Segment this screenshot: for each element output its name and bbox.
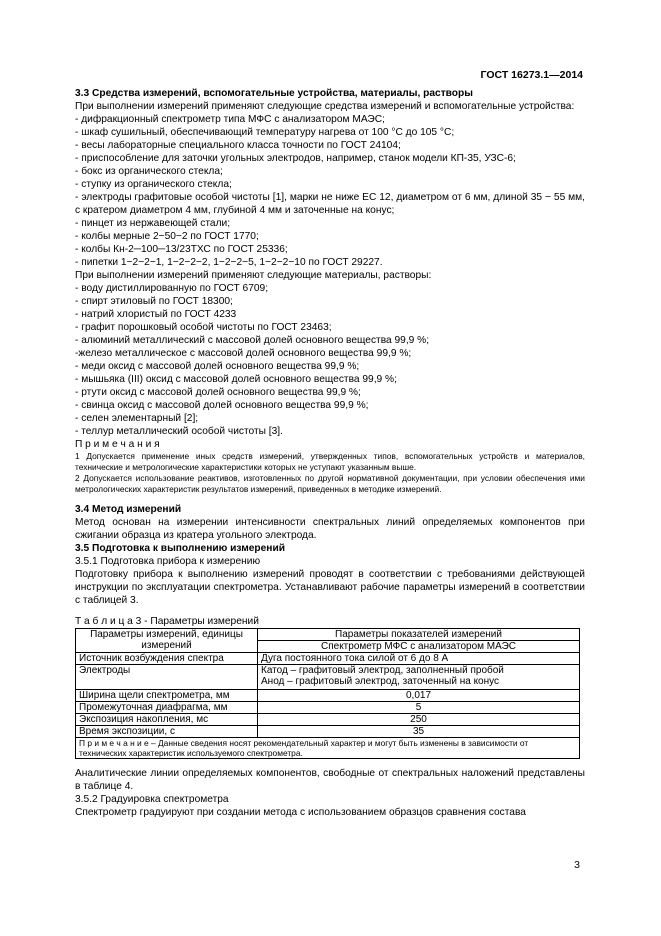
materials-intro: При выполнении измерений применяют следующие материалы, растворы: bbox=[75, 270, 432, 281]
table-cell: 5 bbox=[258, 702, 580, 714]
list-item: - колбы мерные 2−50−2 по ГОСТ 1770; bbox=[75, 231, 259, 242]
materials-list bbox=[75, 282, 585, 438]
table-cell: Источник возбуждения спектра bbox=[76, 653, 258, 665]
section-3-5-2-title: 3.5.2 Градуировка спектрометра bbox=[75, 794, 229, 805]
section-3-5-1-title: 3.5.1 Подготовка прибора к измерению bbox=[75, 556, 261, 567]
list-item: - меди оксид с массовой долей основного вещества 99,9 %; bbox=[75, 361, 360, 372]
table-cell bbox=[258, 665, 580, 690]
list-item: - спирт этиловый по ГОСТ 18300; bbox=[75, 296, 233, 307]
list-item: - весы лабораторные специального класса точности по ГОСТ 24104; bbox=[75, 140, 401, 151]
section-3-5-2-text: Спектрометр градуируют при создании метода с использованием образцов сравнения состава bbox=[75, 807, 526, 818]
table-cell: 250 bbox=[258, 714, 580, 726]
list-item: - натрий хлористый по ГОСТ 4233 bbox=[75, 309, 237, 320]
note-2: 2 Допускается использование реактивов, изготовленных по другой нормативной документации, при условии обеспечения ими метрологических характеристик результатов измерений, приведенных в методике измерений. bbox=[75, 473, 585, 494]
list-item: - электроды графитовые особой чистоты [1], марки не ниже ЕС 12, диаметром от 6 мм, длиной 35 − 55 мм, с кратером диаметром 4 мм, глубиной 4 мм и заточенные на конус; bbox=[75, 192, 585, 216]
note-1: 1 Допускается применение иных средств измерений, утвержденных типов, вспомогательных устройств и материалов, технические и метрологические характеристики которых не уступают указанным выше. bbox=[75, 451, 585, 472]
table-header-spectrometer: Спектрометр МФС с анализатором МАЭС bbox=[258, 641, 580, 653]
list-item: - мышьяка (III) оксид с массовой долей основного вещества 99,9 %; bbox=[75, 374, 397, 385]
table-row bbox=[76, 690, 580, 702]
parameters-table bbox=[75, 628, 580, 759]
notes-title: П р и м е ч а н и я bbox=[75, 439, 160, 450]
list-item: - бокс из органического стекла; bbox=[75, 166, 223, 177]
electrode-cathode: Катод – графитовый электрод, заполненный пробой bbox=[261, 665, 504, 676]
table-cell: Электроды bbox=[76, 665, 258, 690]
list-item: - пипетки 1−2−2−1, 1−2−2−2, 1−2−2−5, 1−2−2−10 по ГОСТ 29227. bbox=[75, 257, 383, 268]
document-header: ГОСТ 16273.1—2014 bbox=[480, 69, 583, 81]
list-item: - графит порошковый особой чистоты по ГОСТ 23463; bbox=[75, 322, 332, 333]
table-cell: Ширина щели спектрометра, мм bbox=[76, 690, 258, 702]
table-cell: Дуга постоянного тока силой от 6 до 8 А bbox=[258, 653, 580, 665]
table-note: П р и м е ч а н и е – Данные сведения носят рекомендательный характер и могут быть изменены в зависимости от технических характеристик используемого спектрометра. bbox=[76, 738, 580, 759]
table-cell: 35 bbox=[258, 726, 580, 738]
section-3-3-title: 3.3 Средства измерений, вспомогательные устройства, материалы, растворы bbox=[75, 88, 473, 99]
list-item: - теллур металлический особой чистоты [3]. bbox=[75, 426, 283, 437]
list-item: - ртути оксид с массовой долей основного вещества 99,9 %; bbox=[75, 387, 361, 398]
table-row bbox=[76, 702, 580, 714]
table-row bbox=[76, 665, 580, 690]
table-row bbox=[76, 726, 580, 738]
table-cell: Промежуточная диафрагма, мм bbox=[76, 702, 258, 714]
list-item: - свинца оксид с массовой долей основного вещества 99,9 %; bbox=[75, 400, 369, 411]
table-cell: Время экспозиции, с bbox=[76, 726, 258, 738]
page-number: 3 bbox=[574, 859, 580, 871]
after-table-text: Аналитические линии определяемых компонентов, свободные от спектральных наложений представлены в таблице 4. bbox=[75, 768, 585, 792]
table-header-values: Параметры показателей измерений bbox=[258, 629, 580, 641]
section-3-5-1-text: Подготовку прибора к выполнению измерений проводят в соответствии с требованиями действующей инструкции по эксплуатации спектрометра. Устанавливают рабочие параметры измерений в соответствии с таблицей 3. bbox=[75, 569, 585, 606]
electrode-anode: Анод – графитовый электрод, заточенный на конус bbox=[261, 676, 500, 687]
table-row bbox=[76, 714, 580, 726]
table-cell: Экспозиция накопления, мс bbox=[76, 714, 258, 726]
list-item: -железо металлическое с массовой долей основного вещества 99,9 %; bbox=[75, 348, 412, 359]
table-row bbox=[76, 653, 580, 665]
table-caption: Т а б л и ц а 3 - Параметры измерений bbox=[75, 616, 259, 627]
table-cell: 0,017 bbox=[258, 690, 580, 702]
list-item: - ступку из органического стекла; bbox=[75, 179, 232, 190]
list-item: - пинцет из нержавеющей стали; bbox=[75, 218, 231, 229]
section-3-4-title: 3.4 Метод измерений bbox=[75, 504, 182, 515]
list-item: - селен элементарный [2]; bbox=[75, 413, 199, 424]
section-3-4-text: Метод основан на измерении интенсивности спектральных линий определяемых компонентов при сжигании образца из кратера угольного электрода. bbox=[75, 517, 585, 541]
section-3-5-title: 3.5 Подготовка к выполнению измерений bbox=[75, 543, 285, 554]
list-item: - дифракционный спектрометр типа МФС с анализатором МАЭС; bbox=[75, 114, 385, 125]
list-item: - колбы Кн-2─100─13/23ТХС по ГОСТ 25336; bbox=[75, 244, 288, 255]
instruments-list bbox=[75, 113, 585, 269]
list-item: - алюминий металлический с массовой долей основного вещества 99,9 %; bbox=[75, 335, 430, 346]
list-item: - приспособление для заточки угольных электродов, например, станок модели КП-35, УЗС-6; bbox=[75, 153, 516, 164]
page-content bbox=[75, 87, 585, 819]
list-item: - шкаф сушильный, обеспечивающий температуру нагрева от 100 °С до 105 °С; bbox=[75, 127, 455, 138]
list-item: - воду дистиллированную по ГОСТ 6709; bbox=[75, 283, 269, 294]
section-3-3-intro: При выполнении измерений применяют следующие средства измерений и вспомогательные устройства: bbox=[75, 101, 575, 112]
table-header-params: Параметры измерений, единицы измерений bbox=[76, 629, 258, 653]
